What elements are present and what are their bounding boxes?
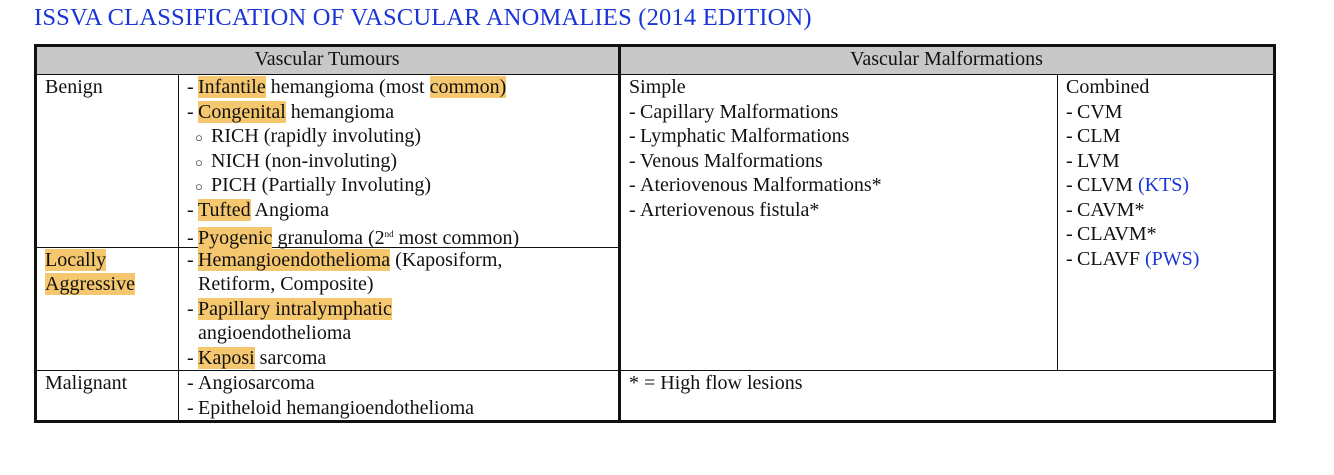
list-item: - Kaposi sarcoma bbox=[187, 346, 327, 369]
list-item: - Tufted Angioma bbox=[187, 198, 329, 221]
sub-list-item: ○ NICH (non-involuting) bbox=[187, 149, 609, 174]
list-item: - Venous Malformations bbox=[629, 149, 823, 172]
list-item: - Hemangioendothelioma (Kaposiform, bbox=[187, 248, 503, 271]
benign-list bbox=[179, 75, 620, 248]
header-vascular-tumours: Vascular Tumours bbox=[36, 46, 620, 75]
list-item: - Ateriovenous Malformations* bbox=[629, 174, 882, 196]
locally-aggressive-list: - Hemangioendothelioma (Kaposiform, Retiform, Composite) - Papillary intralymphatic angioendothelioma - Kaposi sarcoma bbox=[179, 247, 620, 371]
row-malignant bbox=[36, 371, 1275, 422]
header-row bbox=[36, 46, 1275, 75]
bullet-icon: ○ bbox=[195, 179, 203, 194]
kts-note: (KTS) bbox=[1137, 174, 1190, 196]
list-item: - CLM bbox=[1066, 125, 1121, 147]
header-vascular-malformations: Vascular Malformations bbox=[620, 46, 1275, 75]
simple-malformations bbox=[620, 75, 1058, 371]
simple-heading: Simple bbox=[629, 76, 686, 98]
list-item: - CVM bbox=[1066, 100, 1123, 123]
sub-list-item: ○ PICH (Partially Involuting) bbox=[187, 173, 609, 198]
category-locally-aggressive: Locally Aggressive bbox=[36, 247, 179, 371]
bullet-icon: ○ bbox=[195, 130, 203, 145]
list-item: - Pyogenic granuloma (2nd most common) bbox=[187, 227, 520, 249]
list-item: - Capillary Malformations bbox=[629, 100, 839, 123]
list-item: - CAVM* bbox=[1066, 198, 1145, 221]
list-item: - LVM bbox=[1066, 149, 1120, 172]
combined-heading: Combined bbox=[1066, 76, 1150, 98]
bullet-icon: ○ bbox=[195, 154, 203, 170]
combined-malformations bbox=[1058, 75, 1275, 371]
footnote-cell bbox=[620, 371, 1275, 422]
category-benign: Benign bbox=[36, 75, 179, 248]
list-item: - CLAVM* bbox=[1066, 223, 1157, 245]
list-item: - Angiosarcoma bbox=[187, 372, 315, 394]
list-item: - Infantile hemangioma (most common) bbox=[187, 76, 507, 98]
list-item: - Papillary intralymphatic bbox=[187, 297, 392, 320]
list-item: - CLAVF (PWS) bbox=[1066, 247, 1200, 270]
list-item: - Congenital hemangioma bbox=[187, 100, 395, 123]
list-item: - Epitheloid hemangioendothelioma bbox=[187, 396, 475, 419]
malignant-list bbox=[179, 371, 620, 422]
list-item: - Lymphatic Malformations bbox=[629, 125, 850, 147]
pws-note: (PWS) bbox=[1145, 247, 1200, 270]
category-malignant: Malignant bbox=[36, 371, 179, 422]
sub-list-item: ○ RICH (rapidly involuting) bbox=[187, 124, 609, 149]
footnote: * = High flow lesions bbox=[629, 372, 803, 394]
page-title: ISSVA CLASSIFICATION OF VASCULAR ANOMALIES (2014 EDITION) bbox=[34, 4, 812, 31]
row-benign bbox=[36, 75, 1275, 248]
list-item: - CLVM (KTS) bbox=[1066, 174, 1190, 196]
classification-table bbox=[34, 44, 1276, 423]
list-item: - Arteriovenous fistula* bbox=[629, 198, 820, 221]
